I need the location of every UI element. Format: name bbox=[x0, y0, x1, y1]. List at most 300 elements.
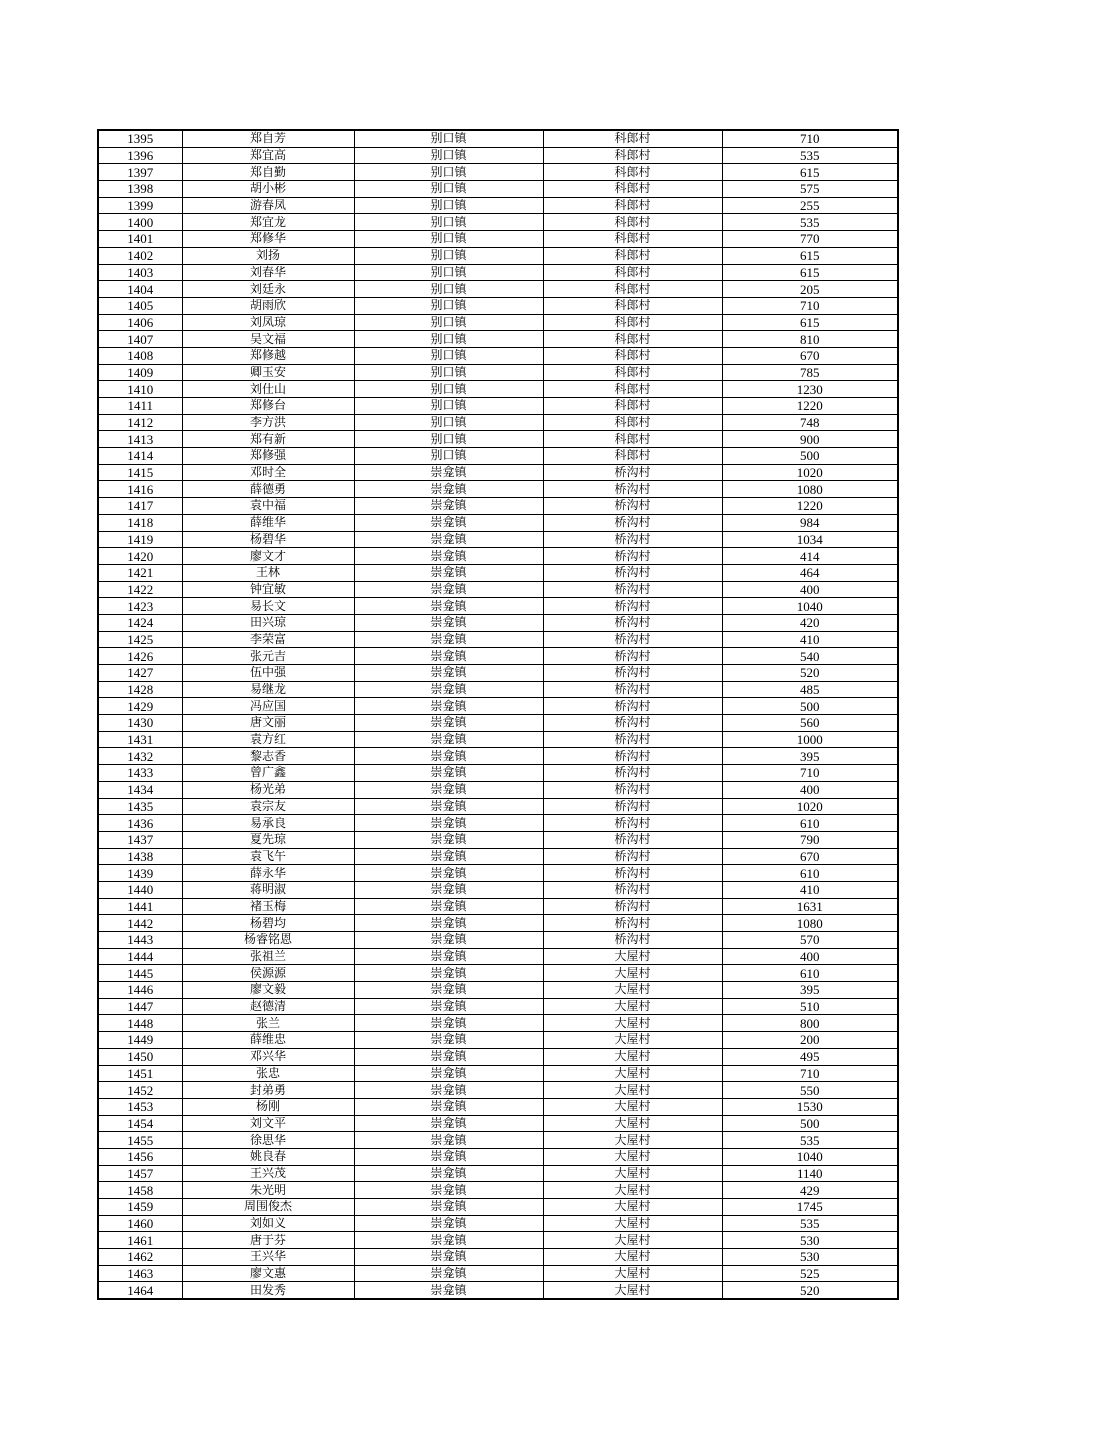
amount-cell: 1040 bbox=[722, 1148, 898, 1165]
name-cell: 田发秀 bbox=[182, 1282, 354, 1299]
row-number-cell: 1422 bbox=[98, 581, 182, 598]
village-cell: 大屋村 bbox=[543, 998, 722, 1015]
table-row bbox=[98, 214, 898, 231]
row-number-cell: 1431 bbox=[98, 731, 182, 748]
table-row bbox=[98, 1082, 898, 1099]
town-cell: 崇龛镇 bbox=[354, 1215, 543, 1232]
town-cell: 崇龛镇 bbox=[354, 1232, 543, 1249]
amount-cell: 610 bbox=[722, 965, 898, 982]
village-cell: 大屋村 bbox=[543, 1065, 722, 1082]
amount-cell: 1220 bbox=[722, 498, 898, 515]
table-row bbox=[98, 998, 898, 1015]
table-row bbox=[98, 1165, 898, 1182]
amount-cell: 535 bbox=[722, 214, 898, 231]
town-cell: 崇龛镇 bbox=[354, 748, 543, 765]
name-cell: 张忠 bbox=[182, 1065, 354, 1082]
amount-cell: 400 bbox=[722, 948, 898, 965]
town-cell: 崇龛镇 bbox=[354, 982, 543, 999]
table-row bbox=[98, 932, 898, 949]
name-cell: 吴文福 bbox=[182, 331, 354, 348]
name-cell: 胡雨欣 bbox=[182, 297, 354, 314]
name-cell: 夏先琼 bbox=[182, 831, 354, 848]
row-number-cell: 1458 bbox=[98, 1182, 182, 1199]
table-row bbox=[98, 431, 898, 448]
name-cell: 郑宜龙 bbox=[182, 214, 354, 231]
row-number-cell: 1428 bbox=[98, 681, 182, 698]
amount-cell: 200 bbox=[722, 1032, 898, 1049]
table-row bbox=[98, 548, 898, 565]
name-cell: 封弟勇 bbox=[182, 1082, 354, 1099]
table-row bbox=[98, 1148, 898, 1165]
amount-cell: 710 bbox=[722, 130, 898, 147]
name-cell: 刘仕山 bbox=[182, 381, 354, 398]
table-row bbox=[98, 765, 898, 782]
row-number-cell: 1416 bbox=[98, 481, 182, 498]
row-number-cell: 1450 bbox=[98, 1048, 182, 1065]
name-cell: 薛维华 bbox=[182, 514, 354, 531]
name-cell: 姚良春 bbox=[182, 1148, 354, 1165]
amount-cell: 710 bbox=[722, 297, 898, 314]
amount-cell: 748 bbox=[722, 414, 898, 431]
row-number-cell: 1433 bbox=[98, 765, 182, 782]
name-cell: 王林 bbox=[182, 564, 354, 581]
town-cell: 崇龛镇 bbox=[354, 998, 543, 1015]
name-cell: 刘廷永 bbox=[182, 281, 354, 298]
amount-cell: 570 bbox=[722, 932, 898, 949]
table-row bbox=[98, 665, 898, 682]
row-number-cell: 1443 bbox=[98, 932, 182, 949]
table-row bbox=[98, 464, 898, 481]
row-number-cell: 1396 bbox=[98, 147, 182, 164]
table-row bbox=[98, 264, 898, 281]
data-table bbox=[97, 129, 899, 1300]
village-cell: 桥沟村 bbox=[543, 781, 722, 798]
town-cell: 别口镇 bbox=[354, 164, 543, 181]
town-cell: 崇龛镇 bbox=[354, 1265, 543, 1282]
table-row bbox=[98, 1265, 898, 1282]
town-cell: 崇龛镇 bbox=[354, 648, 543, 665]
name-cell: 胡小彬 bbox=[182, 181, 354, 198]
village-cell: 科郎村 bbox=[543, 247, 722, 264]
town-cell: 崇龛镇 bbox=[354, 898, 543, 915]
village-cell: 桥沟村 bbox=[543, 614, 722, 631]
town-cell: 崇龛镇 bbox=[354, 1115, 543, 1132]
amount-cell: 575 bbox=[722, 181, 898, 198]
table-row bbox=[98, 731, 898, 748]
row-number-cell: 1420 bbox=[98, 548, 182, 565]
village-cell: 大屋村 bbox=[543, 1048, 722, 1065]
village-cell: 科郎村 bbox=[543, 297, 722, 314]
table-row bbox=[98, 581, 898, 598]
town-cell: 崇龛镇 bbox=[354, 815, 543, 832]
row-number-cell: 1400 bbox=[98, 214, 182, 231]
row-number-cell: 1415 bbox=[98, 464, 182, 481]
name-cell: 田兴琼 bbox=[182, 614, 354, 631]
name-cell: 周围俊杰 bbox=[182, 1199, 354, 1216]
row-number-cell: 1426 bbox=[98, 648, 182, 665]
name-cell: 王兴华 bbox=[182, 1249, 354, 1266]
table-row bbox=[98, 865, 898, 882]
village-cell: 大屋村 bbox=[543, 1249, 722, 1266]
table-row bbox=[98, 698, 898, 715]
name-cell: 伍中强 bbox=[182, 665, 354, 682]
village-cell: 桥沟村 bbox=[543, 715, 722, 732]
row-number-cell: 1449 bbox=[98, 1032, 182, 1049]
name-cell: 杨碧均 bbox=[182, 915, 354, 932]
village-cell: 大屋村 bbox=[543, 1115, 722, 1132]
amount-cell: 414 bbox=[722, 548, 898, 565]
table-row bbox=[98, 481, 898, 498]
town-cell: 别口镇 bbox=[354, 381, 543, 398]
amount-cell: 1631 bbox=[722, 898, 898, 915]
village-cell: 桥沟村 bbox=[543, 765, 722, 782]
row-number-cell: 1455 bbox=[98, 1132, 182, 1149]
row-number-cell: 1453 bbox=[98, 1098, 182, 1115]
row-number-cell: 1406 bbox=[98, 314, 182, 331]
village-cell: 大屋村 bbox=[543, 982, 722, 999]
village-cell: 桥沟村 bbox=[543, 464, 722, 481]
amount-cell: 615 bbox=[722, 314, 898, 331]
row-number-cell: 1424 bbox=[98, 614, 182, 631]
village-cell: 桥沟村 bbox=[543, 815, 722, 832]
row-number-cell: 1399 bbox=[98, 197, 182, 214]
row-number-cell: 1432 bbox=[98, 748, 182, 765]
row-number-cell: 1444 bbox=[98, 948, 182, 965]
village-cell: 科郎村 bbox=[543, 147, 722, 164]
table-row bbox=[98, 381, 898, 398]
row-number-cell: 1445 bbox=[98, 965, 182, 982]
row-number-cell: 1448 bbox=[98, 1015, 182, 1032]
table-row bbox=[98, 564, 898, 581]
town-cell: 崇龛镇 bbox=[354, 1082, 543, 1099]
name-cell: 郑修越 bbox=[182, 347, 354, 364]
amount-cell: 400 bbox=[722, 781, 898, 798]
amount-cell: 1140 bbox=[722, 1165, 898, 1182]
row-number-cell: 1429 bbox=[98, 698, 182, 715]
town-cell: 崇龛镇 bbox=[354, 731, 543, 748]
town-cell: 别口镇 bbox=[354, 231, 543, 248]
name-cell: 徐思华 bbox=[182, 1132, 354, 1149]
name-cell: 易承良 bbox=[182, 815, 354, 832]
town-cell: 别口镇 bbox=[354, 331, 543, 348]
name-cell: 杨睿铭恩 bbox=[182, 932, 354, 949]
row-number-cell: 1403 bbox=[98, 264, 182, 281]
village-cell: 桥沟村 bbox=[543, 731, 722, 748]
table-row bbox=[98, 798, 898, 815]
row-number-cell: 1427 bbox=[98, 665, 182, 682]
row-number-cell: 1452 bbox=[98, 1082, 182, 1099]
name-cell: 刘文平 bbox=[182, 1115, 354, 1132]
table-row bbox=[98, 398, 898, 415]
name-cell: 刘凤琼 bbox=[182, 314, 354, 331]
amount-cell: 770 bbox=[722, 231, 898, 248]
village-cell: 桥沟村 bbox=[543, 548, 722, 565]
name-cell: 曾广鑫 bbox=[182, 765, 354, 782]
table-row bbox=[98, 1065, 898, 1082]
amount-cell: 500 bbox=[722, 448, 898, 465]
amount-cell: 1530 bbox=[722, 1098, 898, 1115]
village-cell: 桥沟村 bbox=[543, 881, 722, 898]
amount-cell: 1020 bbox=[722, 798, 898, 815]
village-cell: 科郎村 bbox=[543, 281, 722, 298]
row-number-cell: 1437 bbox=[98, 831, 182, 848]
village-cell: 大屋村 bbox=[543, 1265, 722, 1282]
row-number-cell: 1454 bbox=[98, 1115, 182, 1132]
table-row bbox=[98, 1232, 898, 1249]
name-cell: 蒋明淑 bbox=[182, 881, 354, 898]
amount-cell: 395 bbox=[722, 982, 898, 999]
amount-cell: 500 bbox=[722, 698, 898, 715]
table-row bbox=[98, 598, 898, 615]
table-row bbox=[98, 1048, 898, 1065]
name-cell: 唐于芬 bbox=[182, 1232, 354, 1249]
row-number-cell: 1460 bbox=[98, 1215, 182, 1232]
row-number-cell: 1425 bbox=[98, 631, 182, 648]
town-cell: 崇龛镇 bbox=[354, 865, 543, 882]
name-cell: 王兴茂 bbox=[182, 1165, 354, 1182]
amount-cell: 790 bbox=[722, 831, 898, 848]
town-cell: 别口镇 bbox=[354, 398, 543, 415]
name-cell: 邓兴华 bbox=[182, 1048, 354, 1065]
town-cell: 别口镇 bbox=[354, 264, 543, 281]
row-number-cell: 1456 bbox=[98, 1148, 182, 1165]
name-cell: 郑自芳 bbox=[182, 130, 354, 147]
name-cell: 杨刚 bbox=[182, 1098, 354, 1115]
amount-cell: 670 bbox=[722, 347, 898, 364]
village-cell: 科郎村 bbox=[543, 181, 722, 198]
row-number-cell: 1402 bbox=[98, 247, 182, 264]
village-cell: 大屋村 bbox=[543, 1182, 722, 1199]
amount-cell: 520 bbox=[722, 1282, 898, 1299]
town-cell: 崇龛镇 bbox=[354, 698, 543, 715]
village-cell: 桥沟村 bbox=[543, 514, 722, 531]
row-number-cell: 1441 bbox=[98, 898, 182, 915]
row-number-cell: 1412 bbox=[98, 414, 182, 431]
village-cell: 桥沟村 bbox=[543, 481, 722, 498]
village-cell: 科郎村 bbox=[543, 164, 722, 181]
amount-cell: 615 bbox=[722, 164, 898, 181]
table-row bbox=[98, 965, 898, 982]
town-cell: 崇龛镇 bbox=[354, 1199, 543, 1216]
town-cell: 崇龛镇 bbox=[354, 614, 543, 631]
village-cell: 桥沟村 bbox=[543, 564, 722, 581]
amount-cell: 535 bbox=[722, 1215, 898, 1232]
table-row bbox=[98, 1132, 898, 1149]
town-cell: 崇龛镇 bbox=[354, 798, 543, 815]
town-cell: 别口镇 bbox=[354, 431, 543, 448]
amount-cell: 410 bbox=[722, 631, 898, 648]
amount-cell: 610 bbox=[722, 815, 898, 832]
name-cell: 刘如义 bbox=[182, 1215, 354, 1232]
amount-cell: 510 bbox=[722, 998, 898, 1015]
amount-cell: 1745 bbox=[722, 1199, 898, 1216]
town-cell: 崇龛镇 bbox=[354, 1015, 543, 1032]
town-cell: 别口镇 bbox=[354, 364, 543, 381]
table-row bbox=[98, 531, 898, 548]
row-number-cell: 1423 bbox=[98, 598, 182, 615]
town-cell: 崇龛镇 bbox=[354, 1249, 543, 1266]
table-row bbox=[98, 898, 898, 915]
amount-cell: 500 bbox=[722, 1115, 898, 1132]
table-row bbox=[98, 681, 898, 698]
table-row bbox=[98, 130, 898, 147]
amount-cell: 670 bbox=[722, 848, 898, 865]
town-cell: 崇龛镇 bbox=[354, 548, 543, 565]
row-number-cell: 1417 bbox=[98, 498, 182, 515]
table-row bbox=[98, 715, 898, 732]
town-cell: 崇龛镇 bbox=[354, 598, 543, 615]
village-cell: 大屋村 bbox=[543, 1148, 722, 1165]
row-number-cell: 1436 bbox=[98, 815, 182, 832]
row-number-cell: 1404 bbox=[98, 281, 182, 298]
table-row bbox=[98, 147, 898, 164]
name-cell: 刘扬 bbox=[182, 247, 354, 264]
table-row bbox=[98, 164, 898, 181]
village-cell: 桥沟村 bbox=[543, 748, 722, 765]
town-cell: 别口镇 bbox=[354, 347, 543, 364]
table-row bbox=[98, 414, 898, 431]
name-cell: 赵德清 bbox=[182, 998, 354, 1015]
amount-cell: 400 bbox=[722, 581, 898, 598]
town-cell: 崇龛镇 bbox=[354, 581, 543, 598]
table-row bbox=[98, 1199, 898, 1216]
town-cell: 崇龛镇 bbox=[354, 1282, 543, 1299]
town-cell: 崇龛镇 bbox=[354, 1132, 543, 1149]
amount-cell: 429 bbox=[722, 1182, 898, 1199]
amount-cell: 900 bbox=[722, 431, 898, 448]
table-row bbox=[98, 281, 898, 298]
name-cell: 钟宜敏 bbox=[182, 581, 354, 598]
amount-cell: 1220 bbox=[722, 398, 898, 415]
town-cell: 别口镇 bbox=[354, 130, 543, 147]
amount-cell: 785 bbox=[722, 364, 898, 381]
row-number-cell: 1405 bbox=[98, 297, 182, 314]
name-cell: 易长文 bbox=[182, 598, 354, 615]
amount-cell: 205 bbox=[722, 281, 898, 298]
village-cell: 大屋村 bbox=[543, 1015, 722, 1032]
row-number-cell: 1413 bbox=[98, 431, 182, 448]
table-row bbox=[98, 247, 898, 264]
row-number-cell: 1397 bbox=[98, 164, 182, 181]
village-cell: 科郎村 bbox=[543, 314, 722, 331]
name-cell: 郑修台 bbox=[182, 398, 354, 415]
village-cell: 桥沟村 bbox=[543, 665, 722, 682]
town-cell: 崇龛镇 bbox=[354, 915, 543, 932]
name-cell: 袁飞午 bbox=[182, 848, 354, 865]
village-cell: 科郎村 bbox=[543, 414, 722, 431]
village-cell: 桥沟村 bbox=[543, 681, 722, 698]
row-number-cell: 1446 bbox=[98, 982, 182, 999]
name-cell: 褚玉梅 bbox=[182, 898, 354, 915]
table-row bbox=[98, 781, 898, 798]
row-number-cell: 1457 bbox=[98, 1165, 182, 1182]
village-cell: 桥沟村 bbox=[543, 865, 722, 882]
town-cell: 别口镇 bbox=[354, 147, 543, 164]
row-number-cell: 1451 bbox=[98, 1065, 182, 1082]
amount-cell: 550 bbox=[722, 1082, 898, 1099]
table-row bbox=[98, 881, 898, 898]
name-cell: 杨碧华 bbox=[182, 531, 354, 548]
amount-cell: 615 bbox=[722, 264, 898, 281]
amount-cell: 495 bbox=[722, 1048, 898, 1065]
amount-cell: 410 bbox=[722, 881, 898, 898]
town-cell: 别口镇 bbox=[354, 314, 543, 331]
town-cell: 崇龛镇 bbox=[354, 1065, 543, 1082]
town-cell: 崇龛镇 bbox=[354, 531, 543, 548]
town-cell: 崇龛镇 bbox=[354, 665, 543, 682]
table-row bbox=[98, 347, 898, 364]
town-cell: 别口镇 bbox=[354, 197, 543, 214]
village-cell: 大屋村 bbox=[543, 1098, 722, 1115]
row-number-cell: 1440 bbox=[98, 881, 182, 898]
town-cell: 崇龛镇 bbox=[354, 1032, 543, 1049]
name-cell: 廖文才 bbox=[182, 548, 354, 565]
row-number-cell: 1463 bbox=[98, 1265, 182, 1282]
village-cell: 桥沟村 bbox=[543, 915, 722, 932]
town-cell: 崇龛镇 bbox=[354, 948, 543, 965]
name-cell: 邓时全 bbox=[182, 464, 354, 481]
name-cell: 唐文丽 bbox=[182, 715, 354, 732]
town-cell: 崇龛镇 bbox=[354, 564, 543, 581]
table-row bbox=[98, 364, 898, 381]
row-number-cell: 1435 bbox=[98, 798, 182, 815]
table-row bbox=[98, 231, 898, 248]
name-cell: 侯源源 bbox=[182, 965, 354, 982]
name-cell: 廖文毅 bbox=[182, 982, 354, 999]
town-cell: 崇龛镇 bbox=[354, 514, 543, 531]
village-cell: 科郎村 bbox=[543, 130, 722, 147]
amount-cell: 420 bbox=[722, 614, 898, 631]
table-row bbox=[98, 1282, 898, 1299]
town-cell: 别口镇 bbox=[354, 297, 543, 314]
village-cell: 科郎村 bbox=[543, 331, 722, 348]
town-cell: 崇龛镇 bbox=[354, 1165, 543, 1182]
row-number-cell: 1407 bbox=[98, 331, 182, 348]
name-cell: 袁方红 bbox=[182, 731, 354, 748]
table-body bbox=[98, 130, 898, 1299]
village-cell: 科郎村 bbox=[543, 381, 722, 398]
amount-cell: 255 bbox=[722, 197, 898, 214]
amount-cell: 535 bbox=[722, 147, 898, 164]
amount-cell: 540 bbox=[722, 648, 898, 665]
table-row bbox=[98, 1032, 898, 1049]
row-number-cell: 1395 bbox=[98, 130, 182, 147]
town-cell: 崇龛镇 bbox=[354, 631, 543, 648]
village-cell: 科郎村 bbox=[543, 364, 722, 381]
town-cell: 崇龛镇 bbox=[354, 831, 543, 848]
village-cell: 桥沟村 bbox=[543, 932, 722, 949]
table-row bbox=[98, 982, 898, 999]
row-number-cell: 1410 bbox=[98, 381, 182, 398]
table-row bbox=[98, 1215, 898, 1232]
table-row bbox=[98, 748, 898, 765]
village-cell: 桥沟村 bbox=[543, 698, 722, 715]
village-cell: 科郎村 bbox=[543, 431, 722, 448]
village-cell: 科郎村 bbox=[543, 448, 722, 465]
amount-cell: 615 bbox=[722, 247, 898, 264]
town-cell: 崇龛镇 bbox=[354, 781, 543, 798]
row-number-cell: 1398 bbox=[98, 181, 182, 198]
row-number-cell: 1430 bbox=[98, 715, 182, 732]
village-cell: 科郎村 bbox=[543, 214, 722, 231]
row-number-cell: 1418 bbox=[98, 514, 182, 531]
village-cell: 桥沟村 bbox=[543, 798, 722, 815]
table-row bbox=[98, 514, 898, 531]
row-number-cell: 1442 bbox=[98, 915, 182, 932]
village-cell: 大屋村 bbox=[543, 1232, 722, 1249]
town-cell: 崇龛镇 bbox=[354, 498, 543, 515]
village-cell: 桥沟村 bbox=[543, 498, 722, 515]
